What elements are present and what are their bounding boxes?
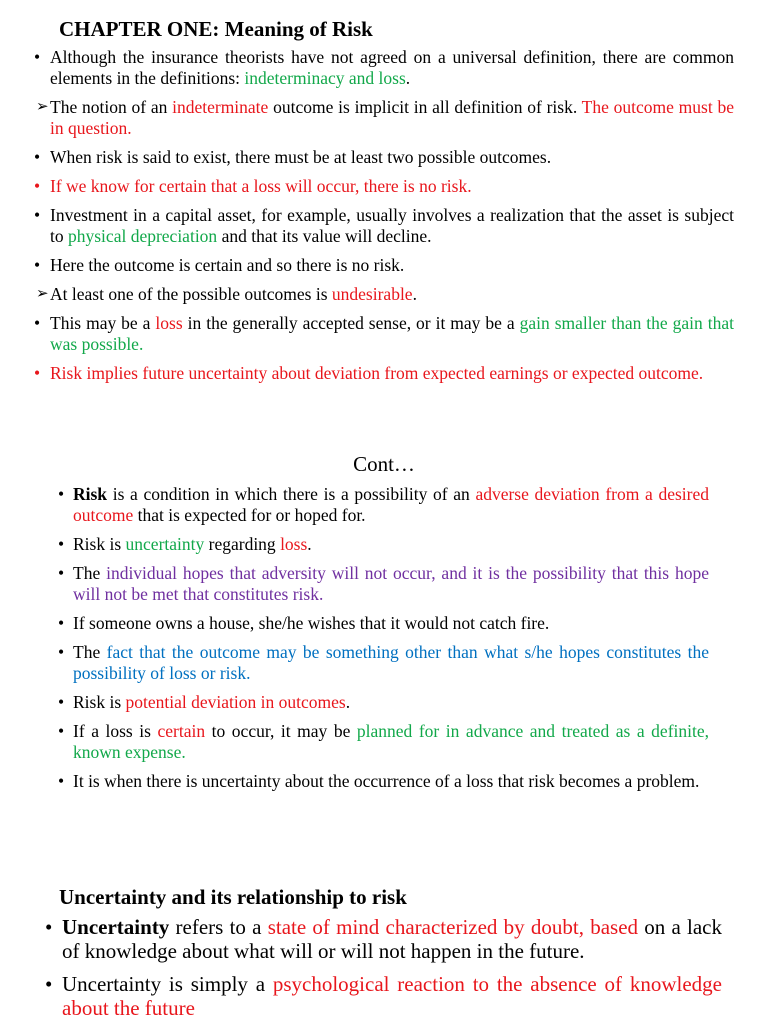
text-segment: on a lack of knowledge about what will or will not happen in the future. [62, 915, 723, 963]
arrow-bullet-icon: ➢ [36, 286, 49, 302]
list-item [36, 284, 734, 305]
text-segment: adverse deviation from a desired outcome [73, 484, 709, 525]
text-segment: loss [155, 313, 183, 333]
bullet-icon: • [58, 563, 65, 583]
text-segment: . [345, 692, 351, 712]
uncertainty-list [45, 915, 723, 1029]
text-segment: The outcome must be in question. [50, 97, 734, 138]
text-segment: If we know for certain that a loss will occur, there is no risk. [50, 176, 472, 196]
bullet-icon: • [45, 915, 53, 939]
text-segment: When risk is said to exist, there must be at least two possible outcomes. [50, 147, 552, 167]
list-item [34, 363, 734, 384]
text-segment: regarding [204, 534, 281, 554]
bullet-icon: • [34, 363, 41, 383]
list-item [34, 313, 734, 355]
list-item [36, 97, 734, 139]
list-item [34, 47, 734, 89]
text-segment: to occur, it may be [205, 721, 357, 741]
list-item [45, 972, 722, 1020]
meaning-of-risk-list [34, 47, 734, 392]
text-segment: physical depreciation [68, 226, 218, 246]
text-segment: psychological reaction to the absence of knowledge about the future [62, 972, 722, 1020]
text-segment: At least one of the possible outcomes is [50, 284, 332, 304]
text-segment: It is when there is uncertainty about the occurrence of a loss that risk becomes a problem. [73, 771, 700, 791]
text-segment: certain [157, 721, 206, 741]
text-segment: in the generally accepted sense, or it may be a [182, 313, 520, 333]
bullet-icon: • [34, 176, 41, 196]
list-item [58, 534, 709, 555]
list-item [34, 176, 734, 197]
text-segment: Here the outcome is certain and so there is no risk. [50, 255, 405, 275]
text-segment: indeterminacy and loss [244, 68, 406, 88]
text-segment: planned for in advance and treated as a definite, known expense. [73, 721, 709, 762]
text-segment: Uncertainty [62, 915, 170, 939]
bullet-icon: • [58, 484, 65, 504]
bullet-icon: • [58, 613, 65, 633]
bullet-icon: • [34, 255, 41, 275]
text-segment: is a condition in which there is a possibility of an [107, 484, 476, 504]
text-segment: indeterminate [172, 97, 269, 117]
cont-heading: Cont… [353, 452, 415, 476]
bullet-icon: • [58, 642, 65, 662]
text-segment: . [412, 284, 417, 304]
text-segment: and that its value will decline. [217, 226, 432, 246]
text-segment: uncertainty [125, 534, 205, 554]
text-segment: This may be a [50, 313, 156, 333]
text-segment: state of mind characterized by doubt, based [267, 915, 639, 939]
bullet-icon: • [58, 692, 65, 712]
text-segment: undesirable [331, 284, 413, 304]
text-segment: individual hopes that adversity will not occur, and it is the possibility that this hope will not be met that constitutes risk. [73, 563, 709, 604]
bullet-icon: • [34, 47, 41, 67]
bullet-icon: • [58, 721, 65, 741]
text-segment: that is expected for or hoped for. [133, 505, 366, 525]
text-segment: . [307, 534, 312, 554]
chapter-title: CHAPTER ONE: Meaning of Risk [59, 17, 373, 41]
text-segment: The [73, 642, 107, 662]
text-segment: If a loss is [73, 721, 158, 741]
list-item [58, 771, 709, 792]
bullet-icon: • [58, 771, 65, 791]
list-item [58, 613, 709, 634]
uncertainty-heading: Uncertainty and its relationship to risk [59, 885, 407, 909]
text-segment: Risk is [73, 534, 126, 554]
list-item [34, 147, 734, 168]
text-segment: The [73, 563, 107, 583]
text-segment: If someone owns a house, she/he wishes that it would not catch fire. [73, 613, 550, 633]
list-item [58, 563, 709, 605]
text-segment: loss [280, 534, 308, 554]
bullet-icon: • [34, 313, 41, 333]
list-item [58, 692, 709, 713]
text-segment: fact that the outcome may be something other than what s/he hopes constitutes the possibility of loss or risk. [73, 642, 709, 683]
list-item [34, 255, 734, 276]
text-segment: Risk is [73, 692, 126, 712]
text-segment: The notion of an [50, 97, 173, 117]
text-segment: Risk implies future uncertainty about deviation from expected earnings or expected outcome. [50, 363, 704, 383]
text-segment: Uncertainty is simply a [62, 972, 273, 996]
list-item [58, 721, 709, 763]
text-segment: . [405, 68, 411, 88]
text-segment: gain smaller than the gain that was possible. [50, 313, 734, 354]
bullet-icon: • [58, 534, 65, 554]
bullet-icon: • [34, 205, 41, 225]
text-segment: refers to a [169, 915, 268, 939]
text-segment: outcome is implicit in all definition of risk. [268, 97, 582, 117]
list-item [58, 642, 709, 684]
bullet-icon: • [45, 972, 53, 996]
text-segment: potential deviation in outcomes [125, 692, 346, 712]
text-segment: Investment in a capital asset, for example, usually involves a realization that the asset is subject to [50, 205, 734, 246]
list-item [45, 915, 723, 963]
list-item [34, 205, 734, 247]
list-item [58, 484, 709, 526]
bullet-icon: • [34, 147, 41, 167]
arrow-bullet-icon: ➢ [36, 99, 49, 115]
risk-definition-list [58, 484, 709, 800]
text-segment: Although the insurance theorists have not agreed on a universal definition, there are common elements in the definitions: [50, 47, 734, 88]
text-segment: Risk [73, 484, 108, 504]
